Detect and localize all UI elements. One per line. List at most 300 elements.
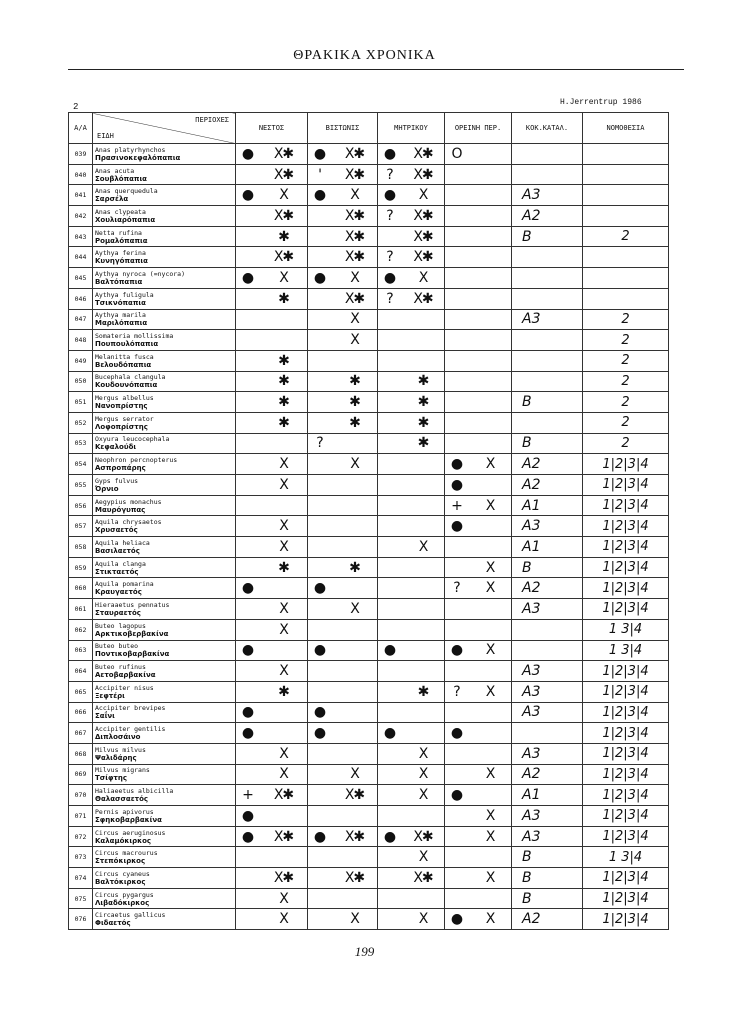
status-mark: ● (313, 725, 327, 742)
greek-name: Σφηκοβαρβακίνα (95, 815, 162, 824)
legislation: 2 (583, 350, 669, 371)
row-number: 076 (69, 909, 93, 930)
latin-name: Circus cyaneus (95, 869, 150, 878)
journal-title: ΘΡΑΚΙΚΑ ΧΡΟΝΙΚΑ (293, 48, 436, 63)
row-number: 058 (69, 537, 93, 558)
region-oreini (445, 309, 512, 330)
region-oreini (445, 371, 512, 392)
region-oreini (445, 785, 512, 806)
legislation: 1|2|3|4 (583, 826, 669, 847)
row-number: 047 (69, 309, 93, 330)
status-mark: ● (450, 476, 464, 493)
region-mitrikou (378, 516, 445, 537)
species-cell (93, 888, 236, 909)
status-mark: ● (313, 269, 327, 286)
region-vistonis (308, 495, 378, 516)
record-mark: ✱ (417, 373, 429, 390)
latin-name: Buteo buteo (95, 642, 139, 651)
legislation (583, 268, 669, 289)
region-nestos (236, 226, 308, 247)
region-vistonis (308, 185, 378, 206)
region-nestos (236, 185, 308, 206)
record-mark: X✱ (344, 828, 365, 845)
record-mark: X✱ (413, 207, 433, 224)
greek-name: Βαλτόπαπια (95, 277, 143, 286)
species-cell (93, 868, 236, 889)
row-number: 056 (69, 495, 93, 516)
latin-name: Neophron percnopterus (95, 456, 178, 465)
table-row (69, 681, 669, 702)
record-mark: X (350, 332, 359, 349)
region-vistonis (308, 392, 378, 413)
row-number: 065 (69, 681, 93, 702)
latin-name: Melanitta fusca (95, 352, 154, 361)
status-mark: ? (386, 290, 394, 307)
greek-name: Σαΐνι (95, 712, 115, 721)
region-vistonis (308, 226, 378, 247)
species-cell (93, 702, 236, 723)
red-list-category: B (512, 557, 583, 578)
table-row (69, 350, 669, 371)
latin-name: Milvus milvus (95, 745, 146, 754)
row-number: 048 (69, 330, 93, 351)
region-nestos (236, 785, 308, 806)
record-mark: X✱ (413, 166, 433, 183)
region-mitrikou (378, 909, 445, 930)
region-oreini (445, 640, 512, 661)
legislation: 1|2|3|4 (583, 454, 669, 475)
status-mark: ● (241, 580, 255, 597)
red-list-category: A2 (512, 206, 583, 227)
row-number: 064 (69, 661, 93, 682)
record-mark: X (350, 766, 359, 783)
record-mark: ✱ (349, 394, 360, 411)
red-list-category (512, 164, 583, 185)
record-mark: X✱ (413, 869, 433, 886)
record-mark: X (279, 621, 288, 638)
region-oreini (445, 578, 512, 599)
region-mitrikou (378, 247, 445, 268)
latin-name: Netta rufina (95, 228, 142, 237)
record-mark: X (350, 187, 359, 204)
legislation: 2 (583, 371, 669, 392)
table-row (69, 909, 669, 930)
region-oreini (445, 268, 512, 289)
legislation: 1|2|3|4 (583, 599, 669, 620)
greek-name: Βαλτόκιρκος (95, 877, 146, 886)
red-list-category: B (512, 868, 583, 889)
latin-name: Aquila chrysaetos (95, 518, 162, 527)
red-list-category: A3 (512, 309, 583, 330)
legislation: 1|2|3|4 (583, 764, 669, 785)
row-number: 071 (69, 806, 93, 827)
latin-name: Buteo lagopus (95, 621, 146, 630)
table-row (69, 764, 669, 785)
latin-name: Aquila heliaca (95, 538, 150, 547)
species-cell (93, 495, 236, 516)
red-list-category: A3 (512, 702, 583, 723)
red-list-category: B (512, 847, 583, 868)
region-vistonis (308, 619, 378, 640)
record-mark: X (485, 683, 495, 700)
region-nestos (236, 909, 308, 930)
species-label: ΕΙΔΗ (97, 132, 114, 140)
legislation: 2 (583, 392, 669, 413)
region-mitrikou (378, 226, 445, 247)
legislation: 1|2|3|4 (583, 868, 669, 889)
status-mark: ● (450, 518, 464, 535)
red-list-category: A2 (512, 578, 583, 599)
status-mark: ● (241, 725, 255, 742)
region-oreini (445, 185, 512, 206)
greek-name: Σαρσέλα (95, 195, 129, 204)
region-vistonis (308, 288, 378, 309)
record-mark: ✱ (278, 394, 289, 411)
region-nestos (236, 206, 308, 227)
table-row (69, 599, 669, 620)
latin-name: Bucephala clangula (95, 373, 166, 382)
region-oreini (445, 743, 512, 764)
legislation: 1 3|4 (583, 640, 669, 661)
region-vistonis (308, 475, 378, 496)
table-row (69, 640, 669, 661)
region-oreini (445, 619, 512, 640)
status-mark: ? (386, 249, 394, 266)
region-oreini (445, 537, 512, 558)
greek-name: Τσίφτης (95, 774, 128, 783)
region-nestos (236, 330, 308, 351)
red-list-category: A3 (512, 743, 583, 764)
region-mitrikou (378, 288, 445, 309)
greek-name: Πρασινοκεφαλόπαπια (95, 153, 181, 162)
greek-name: Ψαλιδάρης (95, 753, 137, 762)
record-mark: X (350, 911, 359, 928)
latin-name: Pernis apivorus (95, 807, 154, 816)
region-vistonis (308, 164, 378, 185)
region-oreini (445, 392, 512, 413)
col-nomothesia: ΝΟΜΟΘΕΣΙΑ (583, 113, 669, 144)
greek-name: Λιβαδόκιρκος (95, 898, 150, 907)
greek-name: Σταυραετός (95, 608, 141, 617)
region-vistonis (308, 723, 378, 744)
legislation (583, 206, 669, 227)
species-cell (93, 392, 236, 413)
row-number: 062 (69, 619, 93, 640)
latin-name: Aquila pomarina (95, 580, 154, 589)
record-mark: X (279, 518, 288, 535)
region-oreini (445, 288, 512, 309)
species-cell (93, 288, 236, 309)
species-cell (93, 681, 236, 702)
latin-name: Circus pygargus (95, 890, 154, 899)
red-list-category (512, 268, 583, 289)
region-oreini (445, 702, 512, 723)
species-cell (93, 764, 236, 785)
legislation: 1|2|3|4 (583, 909, 669, 930)
table-row (69, 433, 669, 454)
legislation: 2 (583, 330, 669, 351)
species-cell (93, 454, 236, 475)
red-list-category: A2 (512, 475, 583, 496)
record-mark: X (418, 538, 428, 555)
legislation: 1|2|3|4 (583, 806, 669, 827)
row-number: 052 (69, 412, 93, 433)
greek-name: Στεπόκιρκος (95, 857, 146, 866)
region-nestos (236, 557, 308, 578)
latin-name: Somateria mollissima (95, 332, 174, 341)
record-mark: X (485, 869, 495, 886)
greek-name: Αρκτικοβερβακίνα (95, 629, 169, 638)
latin-name: Aythya marila (95, 311, 146, 320)
region-vistonis (308, 578, 378, 599)
row-number: 074 (69, 868, 93, 889)
status-mark: ● (383, 828, 397, 845)
latin-name: Accipiter nisus (95, 683, 154, 692)
row-number: 067 (69, 723, 93, 744)
species-cell (93, 661, 236, 682)
greek-name: Διπλοσάινο (95, 733, 141, 742)
red-list-category (512, 640, 583, 661)
record-mark: X✱ (344, 787, 365, 804)
region-mitrikou (378, 681, 445, 702)
status-mark: ? (386, 166, 394, 183)
region-mitrikou (378, 185, 445, 206)
greek-name: Χρυσαετός (95, 526, 138, 535)
record-mark: X (418, 269, 428, 286)
red-list-category (512, 247, 583, 268)
legislation: 2 (583, 433, 669, 454)
region-oreini (445, 806, 512, 827)
col-species-regions (93, 113, 236, 144)
red-list-category (512, 723, 583, 744)
latin-name: Aegypius monachus (95, 497, 162, 506)
greek-name: Ξεφτέρι (95, 691, 125, 700)
red-list-category: A3 (512, 826, 583, 847)
row-number: 068 (69, 743, 93, 764)
latin-name: Buteo rufinus (95, 663, 146, 672)
status-mark: ● (241, 828, 255, 845)
region-nestos (236, 578, 308, 599)
record-mark: X (279, 456, 288, 473)
record-mark: X (485, 828, 495, 845)
record-mark: X (485, 456, 495, 473)
region-mitrikou (378, 412, 445, 433)
species-cell (93, 909, 236, 930)
region-mitrikou (378, 495, 445, 516)
record-mark: ✱ (349, 559, 360, 576)
region-vistonis (308, 764, 378, 785)
row-number: 043 (69, 226, 93, 247)
region-vistonis (308, 144, 378, 165)
legislation: 1|2|3|4 (583, 743, 669, 764)
status-mark: ? (386, 207, 394, 224)
table-row (69, 495, 669, 516)
author-credit: H.Jerrentrup 1986 (560, 98, 642, 107)
status-mark: ● (450, 642, 464, 659)
row-number: 049 (69, 350, 93, 371)
record-mark: X✱ (273, 145, 294, 162)
record-mark: X (350, 311, 359, 328)
row-number: 063 (69, 640, 93, 661)
row-number: 061 (69, 599, 93, 620)
greek-name: Θαλασσαετός (95, 795, 149, 804)
status-mark: ● (313, 704, 327, 721)
greek-name: Στικταετός (95, 567, 139, 576)
record-mark: ✱ (417, 683, 429, 700)
red-list-category: A3 (512, 681, 583, 702)
row-number: 054 (69, 454, 93, 475)
latin-name: Mergus serrator (95, 414, 154, 423)
record-mark: X✱ (273, 249, 294, 266)
region-nestos (236, 433, 308, 454)
species-cell (93, 247, 236, 268)
greek-name: Καλαμόκιρκος (95, 836, 152, 845)
red-list-category: A3 (512, 806, 583, 827)
record-mark: X (279, 600, 288, 617)
legislation: 1|2|3|4 (583, 557, 669, 578)
red-list-category (512, 288, 583, 309)
row-number: 057 (69, 516, 93, 537)
table-row (69, 164, 669, 185)
row-number: 050 (69, 371, 93, 392)
latin-name: Hieraaetus pennatus (95, 600, 170, 609)
species-cell (93, 412, 236, 433)
greek-name: Βελουδόπαπια (95, 360, 152, 369)
table-row (69, 144, 669, 165)
region-oreini (445, 144, 512, 165)
greek-name: Χουλιαρόπαπια (95, 215, 156, 224)
status-mark: ? (316, 435, 324, 452)
species-cell (93, 826, 236, 847)
record-mark: X (350, 456, 359, 473)
status-mark: ● (383, 187, 397, 204)
region-nestos (236, 495, 308, 516)
region-mitrikou (378, 557, 445, 578)
greek-name: Βασιλαετός (95, 546, 140, 555)
status-mark: + (451, 497, 463, 514)
status-mark: ● (450, 911, 464, 928)
legislation (583, 164, 669, 185)
latin-name: Milvus migrans (95, 766, 150, 775)
region-nestos (236, 619, 308, 640)
species-cell (93, 599, 236, 620)
region-vistonis (308, 599, 378, 620)
region-mitrikou (378, 144, 445, 165)
region-nestos (236, 826, 308, 847)
record-mark: ✱ (278, 352, 289, 369)
region-mitrikou (378, 888, 445, 909)
species-cell (93, 330, 236, 351)
region-nestos (236, 702, 308, 723)
greek-name: Ποντικοβαρβακίνα (95, 650, 170, 659)
row-number: 075 (69, 888, 93, 909)
region-mitrikou (378, 371, 445, 392)
legislation: 1|2|3|4 (583, 516, 669, 537)
red-list-category (512, 144, 583, 165)
legislation: 1|2|3|4 (583, 661, 669, 682)
region-nestos (236, 475, 308, 496)
status-mark: ● (383, 642, 397, 659)
region-vistonis (308, 268, 378, 289)
latin-name: Accipiter brevipes (95, 704, 166, 713)
region-oreini (445, 516, 512, 537)
status-mark: ● (313, 828, 327, 845)
header-rule (68, 69, 684, 70)
record-mark: X✱ (413, 145, 433, 162)
record-mark: X (279, 663, 288, 680)
record-mark: X✱ (273, 166, 294, 183)
greek-name: Κυνηγόπαπια (95, 257, 148, 266)
status-mark: ● (450, 725, 464, 742)
record-mark: X (485, 559, 495, 576)
region-nestos (236, 350, 308, 371)
greek-name: Μαριλόπαπια (95, 319, 148, 328)
species-cell (93, 433, 236, 454)
region-nestos (236, 537, 308, 558)
legislation: 1|2|3|4 (583, 723, 669, 744)
species-cell (93, 619, 236, 640)
record-mark: ✱ (349, 414, 360, 431)
record-mark: X (279, 538, 288, 555)
greek-name: Πουπουλόπαπια (95, 340, 159, 349)
record-mark: X✱ (413, 290, 433, 307)
record-mark: X (418, 187, 428, 204)
region-nestos (236, 371, 308, 392)
table-row (69, 557, 669, 578)
region-oreini (445, 475, 512, 496)
legislation: 1|2|3|4 (583, 681, 669, 702)
table-row (69, 371, 669, 392)
region-vistonis (308, 516, 378, 537)
region-mitrikou (378, 847, 445, 868)
species-cell (93, 640, 236, 661)
record-mark: X (418, 911, 428, 928)
table-row (69, 868, 669, 889)
species-cell (93, 557, 236, 578)
table-row (69, 702, 669, 723)
record-mark: X✱ (344, 228, 365, 245)
legislation: 2 (583, 412, 669, 433)
table-row (69, 185, 669, 206)
region-oreini (445, 412, 512, 433)
row-number: 051 (69, 392, 93, 413)
region-nestos (236, 723, 308, 744)
red-list-category (512, 619, 583, 640)
red-list-category: A2 (512, 454, 583, 475)
record-mark: X✱ (273, 828, 294, 845)
status-mark: ● (241, 269, 255, 286)
row-number: 073 (69, 847, 93, 868)
table-row (69, 661, 669, 682)
status-mark: + (242, 787, 254, 804)
record-mark: X✱ (273, 207, 294, 224)
greek-name: Νανοπρίστης (95, 402, 148, 411)
region-vistonis (308, 557, 378, 578)
region-nestos (236, 392, 308, 413)
latin-name: Mergus albellus (95, 394, 154, 403)
legislation: 1|2|3|4 (583, 578, 669, 599)
region-vistonis (308, 412, 378, 433)
region-mitrikou (378, 268, 445, 289)
region-nestos (236, 144, 308, 165)
region-vistonis (308, 681, 378, 702)
record-mark: ✱ (417, 414, 429, 431)
record-mark: ✱ (417, 394, 429, 411)
record-mark: X (485, 807, 495, 824)
col-vistonis: ΒΙΣΤΩΝΙΣ (308, 113, 378, 144)
latin-name: Aythya ferina (95, 249, 146, 258)
record-mark: X (279, 745, 288, 762)
